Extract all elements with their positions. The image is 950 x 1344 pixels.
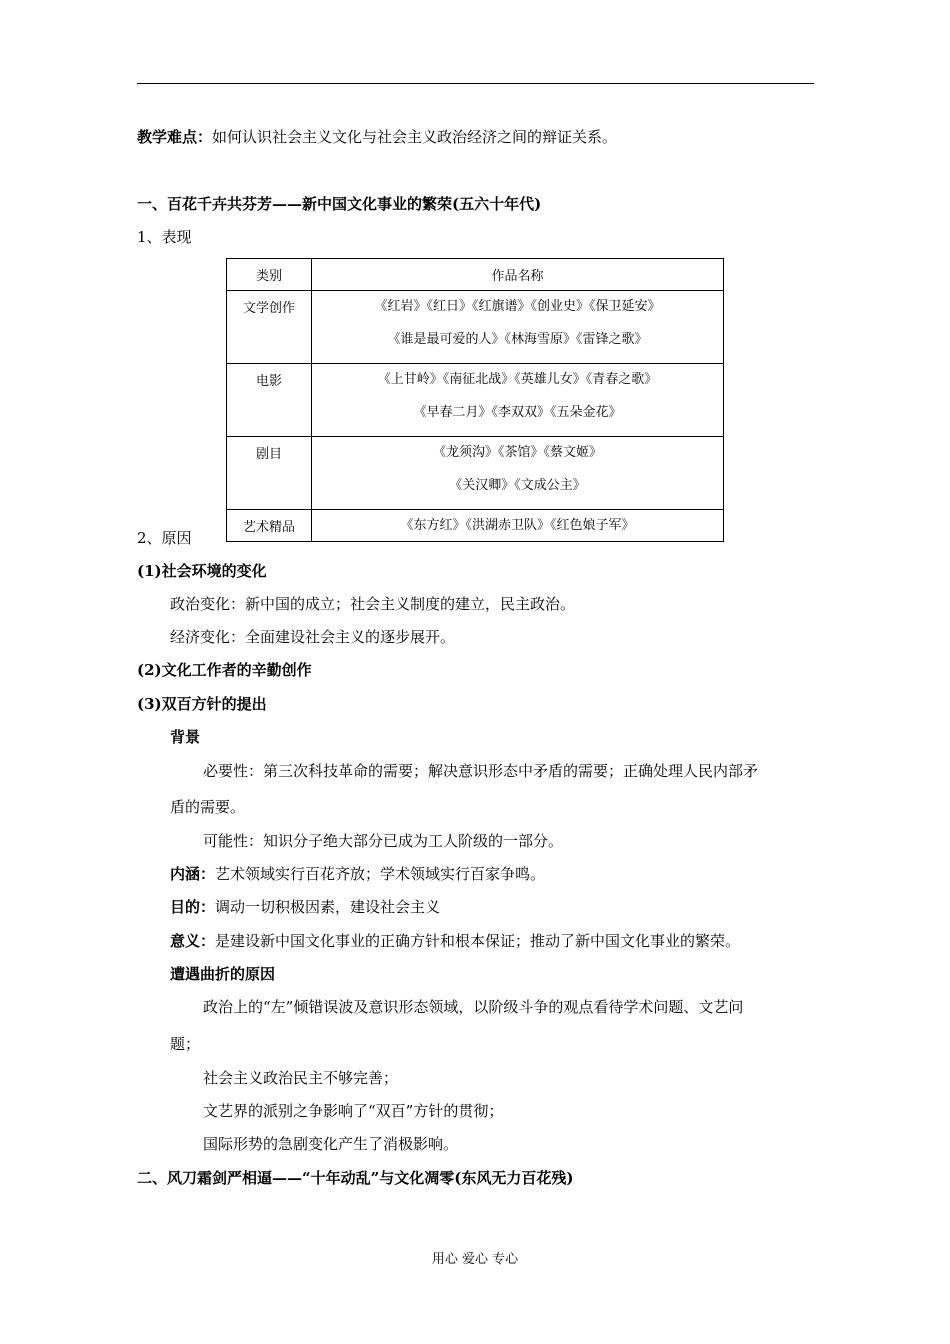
setback-reason-1b: 题； xyxy=(170,1035,201,1053)
cause-cultural-workers: (2)文化工作者的辛勤创作 xyxy=(137,661,312,679)
works-line: 《龙须沟》《茶馆》《蔡文姬》 xyxy=(432,445,602,460)
subsection-reasons: 2、原因 xyxy=(137,529,192,547)
connotation xyxy=(170,864,545,884)
necessity-line-2: 盾的需要。 xyxy=(170,798,246,816)
works-line: 《谁是最可爱的人》《林海雪原》《雷锋之歌》 xyxy=(387,332,648,347)
connotation-label: 内涵： xyxy=(170,865,216,883)
setback-heading: 遭遇曲折的原因 xyxy=(170,965,276,983)
cause-social-environment: (1)社会环境的变化 xyxy=(137,562,267,580)
header-rule xyxy=(137,83,814,84)
section1-title: 一、百花千卉共芬芳——新中国文化事业的繁荣(五六十年代) xyxy=(137,195,542,213)
works-line: 《上甘岭》《南征北战》《英雄儿女》《青春之歌》 xyxy=(377,372,658,387)
political-change: 政治变化：新中国的成立；社会主义制度的建立，民主政治。 xyxy=(170,595,576,613)
category-cell: 文学创作 xyxy=(227,291,312,364)
works-line: 《东方红》《洪湖赤卫队》《红色娘子军》 xyxy=(400,518,635,533)
table-row xyxy=(227,291,724,364)
purpose-label: 目的： xyxy=(170,898,216,916)
table-row xyxy=(227,437,724,510)
teaching-difficulty xyxy=(137,127,617,147)
setback-reason-4: 国际形势的急剧变化产生了消极影响。 xyxy=(203,1135,459,1153)
connotation-text: 艺术领域实行百花齐放；学术领域实行百家争鸣。 xyxy=(215,865,546,883)
works-line: 《早春二月》《李双双》《五朵金花》 xyxy=(413,405,622,420)
works-line: 《关汉卿》《文成公主》 xyxy=(449,478,586,493)
possibility: 可能性：知识分子绝大部分已成为工人阶级的一部分。 xyxy=(203,832,564,850)
works-cell xyxy=(312,437,724,510)
background-heading: 背景 xyxy=(170,728,201,746)
category-cell: 剧目 xyxy=(227,437,312,510)
economic-change: 经济变化：全面建设社会主义的逐步展开。 xyxy=(170,628,456,646)
category-cell: 艺术精品 xyxy=(227,510,312,542)
header-works: 作品名称 xyxy=(312,259,724,291)
purpose xyxy=(170,897,440,917)
setback-reason-3: 文艺界的派别之争影响了“双百”方针的贯彻； xyxy=(203,1102,504,1120)
page-footer: 用心 爱心 专心 xyxy=(431,1252,519,1267)
works-table xyxy=(226,258,724,542)
difficulty-text: 如何认识社会主义文化与社会主义政治经济之间的辩证关系。 xyxy=(212,128,618,146)
necessity-line-1: 必要性：第三次科技革命的需要；解决意识形态中矛盾的需要；正确处理人民内部矛 xyxy=(203,762,759,780)
purpose-text: 调动一切积极因素，建设社会主义 xyxy=(215,898,441,916)
significance xyxy=(170,931,740,951)
works-cell xyxy=(312,364,724,437)
setback-reason-2: 社会主义政治民主不够完善； xyxy=(203,1069,399,1087)
table-row xyxy=(227,364,724,437)
works-cell xyxy=(312,291,724,364)
header-category: 类别 xyxy=(227,259,312,291)
meaning-text: 是建设新中国文化事业的正确方针和根本保证；推动了新中国文化事业的繁荣。 xyxy=(215,932,741,950)
subsection-performance: 1、表现 xyxy=(137,228,192,246)
setback-reason-1a: 政治上的“左”倾错误波及意识形态领域，以阶级斗争的观点看待学术问题、文艺问 xyxy=(203,998,744,1016)
section2-title: 二、风刀霜剑严相逼——“十年动乱”与文化凋零(东风无力百花残) xyxy=(137,1169,574,1187)
difficulty-label: 教学难点： xyxy=(137,128,213,146)
meaning-label: 意义： xyxy=(170,932,216,950)
table-row xyxy=(227,510,724,542)
works-line: 《红岩》《红日》《红旗谱》《创业史》《保卫延安》 xyxy=(374,299,661,314)
works-cell xyxy=(312,510,724,542)
cause-double-hundred: (3)双百方针的提出 xyxy=(137,695,267,713)
table-header-row xyxy=(227,259,724,291)
category-cell: 电影 xyxy=(227,364,312,437)
